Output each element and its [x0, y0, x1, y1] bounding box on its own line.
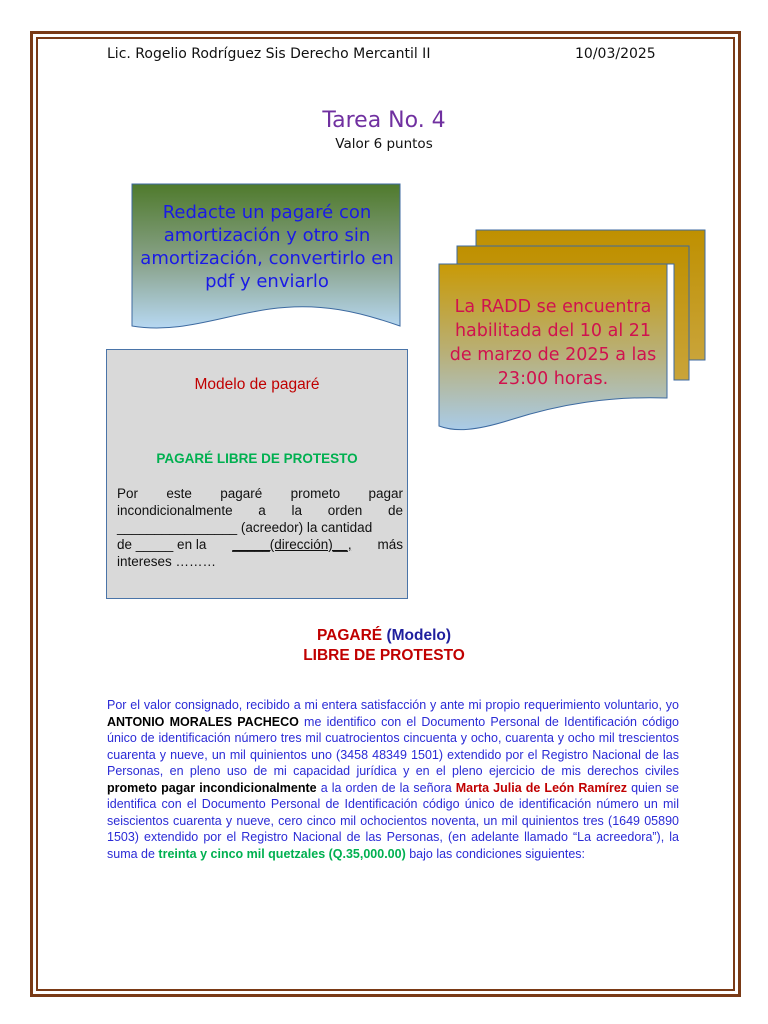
header-date: 10/03/2025: [575, 46, 656, 62]
word: este: [166, 486, 192, 501]
text-segment: de _____ en la: [117, 537, 211, 552]
word: incondicionalmente: [117, 503, 233, 518]
notice-line: La RADD se encuentra: [454, 297, 652, 317]
text-segment: bajo las condiciones siguientes:: [405, 846, 586, 861]
model-box-subtitle: PAGARÉ LIBRE DE PROTESTO: [156, 451, 358, 466]
word: la: [291, 503, 303, 518]
text-segment: Por el valor consignado, recibido a mi entera satisfacción y ante mi propio requerimiento voluntario, yo: [107, 698, 679, 712]
word: pagaré: [220, 486, 263, 501]
pagare-model-label: (Modelo): [386, 627, 452, 644]
promise-phrase: prometo pagar incondicionalmente: [107, 780, 317, 795]
page-title: Tarea No. 4: [322, 108, 446, 133]
text-segment: quien se identifica con el Documento Personal de Identificación código único de identificación número un mil seiscientos cuarenta y nueve, cero cinco mil ochocientos noventa, un mil quinientos tres (1649 05890 1503) extendido por el Registro Nacional de las Personas, (en adelante llamado “La acreedora”), la suma de: [107, 780, 679, 861]
pagare-heading: [0, 626, 768, 666]
model-line-4: [117, 536, 403, 553]
word: prometo: [290, 486, 341, 501]
text-segment: a la orden de la señora: [316, 780, 456, 795]
instruction-line: Redacte un pagaré con: [162, 202, 372, 223]
pagare-heading-line1: [0, 626, 768, 646]
notice-line: de marzo de 2025 a las: [449, 345, 657, 365]
page-subtitle: Valor 6 puntos: [335, 136, 433, 152]
model-line-3: ________________ (acreedor) la cantidad: [117, 520, 373, 535]
model-line-2: [117, 502, 403, 519]
word: orden: [327, 503, 363, 518]
notice-line: habilitada del 10 al 21: [454, 321, 652, 341]
instruction-line: amortización y otro sin: [163, 225, 371, 246]
model-line-5: intereses ………: [117, 554, 217, 569]
creditor-name: Marta Julia de León Ramírez: [455, 780, 628, 795]
text-segment: más: [373, 537, 403, 552]
model-line-1: [117, 485, 403, 502]
text-segment: me identifico con el Documento Personal de Identificación código único de identificación número tres mil cuatrocientos cincuenta y ocho, cuarenta y ocho mil trescientos cuarenta y nueve, un mil quinientos uno (3458 48349 1501) extendido por el Registro Nacional de las Personas, en pleno uso de mi capacidad jurídica y en el pleno ejercicio de mis derechos civiles: [107, 714, 680, 778]
pagare-heading-line2: LIBRE DE PROTESTO: [303, 647, 465, 664]
instruction-line: pdf y enviarlo: [205, 271, 329, 292]
debtor-name: ANTONIO MORALES PACHECO: [107, 714, 299, 729]
pagare-word: PAGARÉ: [316, 627, 383, 644]
word: pagar: [368, 486, 403, 501]
model-box: [106, 349, 408, 599]
notice-line: 23:00 horas.: [497, 369, 609, 389]
instruction-box-text: [134, 201, 400, 293]
model-box-title: Modelo de pagaré: [194, 376, 320, 393]
amount: treinta y cinco mil quetzales (Q.35,000.00): [158, 846, 406, 861]
word: a: [258, 503, 266, 518]
header-course: Lic. Rogelio Rodríguez Sis Derecho Mercantil II: [107, 46, 431, 62]
notice-box-text: [440, 295, 666, 391]
pagare-paragraph: [107, 697, 679, 862]
address-blank: _____(dirección)__,: [232, 537, 352, 552]
word: Por: [117, 486, 139, 501]
word: de: [387, 503, 403, 518]
model-box-body: [117, 485, 403, 570]
instruction-line: amortización, convertirlo en: [140, 248, 394, 269]
